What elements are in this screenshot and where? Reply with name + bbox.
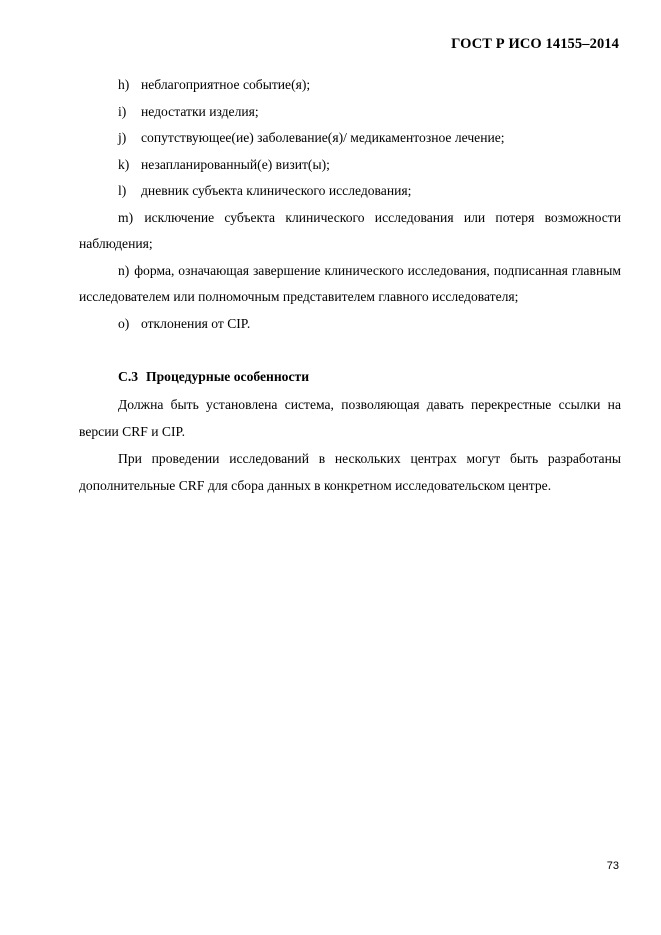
list-item [79,72,621,99]
list-item-text: дневник субъекта клинического исследования; [141,183,412,198]
list-item-text: форма, означающая завершение клинического исследования, подписанная главным исследователем или полномочным представителем главного исследователя; [79,262,621,304]
list-item [79,178,621,205]
section-number: C.3 [118,369,139,384]
list-item [79,205,621,258]
list-item [79,125,621,152]
list-item [79,99,621,126]
list-marker: l) [118,183,127,198]
list-marker: h) [118,77,130,92]
document-header: ГОСТ Р ИСО 14155–2014 [451,36,619,52]
list-item-text: сопутствующее(ие) заболевание(я)/ медикаментозное лечение; [141,130,505,145]
list-item-text: незапланированный(е) визит(ы); [141,156,330,172]
list-item [79,311,621,338]
section-heading [79,364,621,391]
list-item-text: недостатки изделия; [141,103,259,119]
page-number: 73 [606,860,619,872]
list-item-text: исключение субъекта клинического исследования или потеря возможности наблюдения; [79,209,622,251]
list-item [79,152,621,179]
list-marker: o) [118,315,130,331]
document-body [79,72,621,499]
paragraph: Должна быть установлена система, позволяющая давать перекрестные ссылки на версии CRF и CIP. [79,396,621,439]
list-item [79,258,621,311]
list-marker: j) [118,130,127,145]
list-marker: n) [118,262,130,278]
list-marker: i) [118,103,127,119]
section-title: Процедурные особенности [146,369,310,384]
list-item-text: неблагоприятное событие(я); [141,77,311,92]
list-marker: k) [118,156,130,172]
paragraph: При проведении исследований в нескольких центрах могут быть разработаны дополнительные CRF для сбора данных в конкретном исследовательском центре. [79,450,621,493]
list-marker: m) [118,209,134,225]
list-item-text: отклонения от CIP. [141,315,251,331]
